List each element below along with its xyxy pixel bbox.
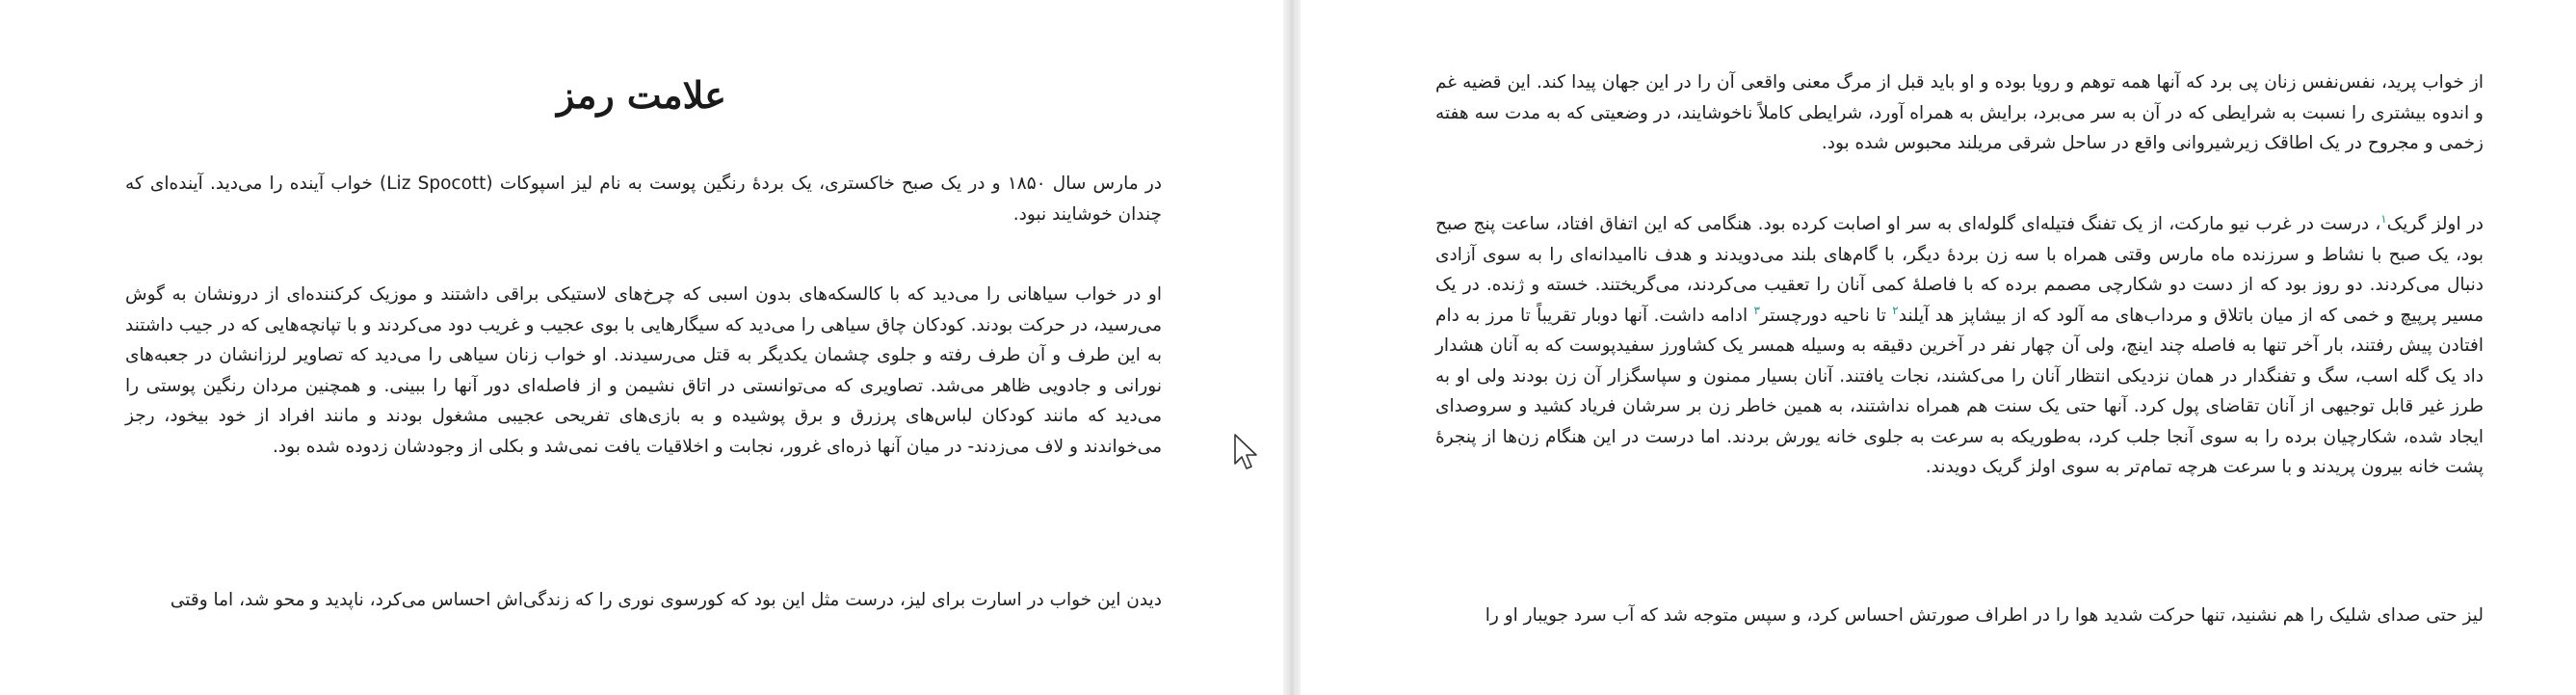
paragraph-3: دیدن این خواب در اسارت برای لیز، درست مثل این بود که کورسوی نوری را که زندگی‌اش احساس می‌کرد، ناپدید و محو شد، اما وقتی bbox=[170, 590, 1162, 610]
paragraph-2: او در خواب سیاهانی را می‌دید که با کالسکه‌های بدون اسبی که چرخ‌های لاستیکی براقی داشتند و موزیک کرکننده‌ای از درونشان به گوش می‌رسید، در حرکت بودند. کودکان چاق سیاهی را می‌دید که سیگارهایی با بوی عجیب و غریب دود می‌کردند و با تپانچه‌هایی که در جیب داشتند به این طرف و آن طرف رفته و جلوی چشمان یکدیگر به قتل می‌رسیدند. او خواب زنان سیاهی را می‌دید که تصاویر لرزانشان در جعبه‌های نورانی و جادویی ظاهر می‌شد. تصاویری که می‌توانستی در اتاق نشیمن و از فاصله‌ای دور آنها را ببینی. و همچنین مردان رنگین پوستی را می‌دید که مانند کودکان لباس‌های پرزرق و برق پوشیده و به بازی‌های تفریحی عجیبی مشغول بودند و مانند افراد از خود بیخود، رجز می‌خواندند و لاف می‌زدند- در میان آنها ذره‌ای غرور، نجابت و اخلاقیات یافت نمی‌شد و بکلی از وجودشان زدوده شده بود. bbox=[125, 284, 1162, 457]
paragraph-3: لیز حتی صدای شلیک را هم نشنید، تنها حرکت شدید هوا را در اطراف صورتش احساس کرد، و سپس متوجه شد که آب سرد جویبار او را bbox=[1485, 605, 2484, 626]
chapter-title: علامت رمز bbox=[557, 73, 726, 117]
right-page[interactable] bbox=[1301, 0, 2576, 695]
paragraph-1: از خواب پرید، نفس‌نفس زنان پی برد که آنها همه توهم و رویا بوده و او باید قبل از مرگ معنی واقعی آن را در این جهان پیدا کند. این قضیه غم و اندوه بیشتری را نسبت به شرایطی که در آن به سر می‌برد، برایش به همراه آورد، شرایطی کاملاً ناخوشایند، در وضعیتی که به مدت سه هفته زخمی و مجروح در یک اطاقک زیرشیروانی واقع در ساحل شرقی مریلند محبوس شده بود. bbox=[1435, 72, 2484, 153]
paragraph-2-part-b: ، درست در غرب نیو مارکت، از یک تفنگ فتیله‌ای گلوله‌ای به سر او اصابت کرده بود. هنگامی که این اتفاق افتاد، ساعت پنج صبح بود، یک صبح با نشاط و سرزنده ماه مارس وقتی همراه با سه زن بردهٔ دیگر، با گام‌های بلند می‌دویدند و هدف ناامیدانه‌ای را به سوی آزادی دنبال می‌کردند. دو روز بود که از دست دو شکارچی مصمم برده که با فاصلهٔ کمی آنان را تعقیب می‌کردند، می‌گریختند. خسته و ژنده. در یک مسیر پرپیچ و خمی که از میان باتلاق و مرداب‌های مه آلود که از بیشاپز هد آیلند bbox=[1435, 214, 2484, 326]
mouse-cursor-icon bbox=[1233, 433, 1260, 473]
paragraph-2-part-c: تا ناحیه دورچستر bbox=[1759, 305, 1893, 326]
paragraph-1: در مارس سال ۱۸۵۰ و در یک صبح خاکستری، یک بردهٔ رنگین پوست به نام لیز اسپوکات (Liz Spocott) خواب آینده را می‌دید. آینده‌ای که چندان خوشایند نبود. bbox=[125, 174, 1162, 225]
footnote-3-marker[interactable]: ۳ bbox=[1753, 303, 1760, 317]
footnote-1-marker[interactable]: ۱ bbox=[2380, 211, 2387, 226]
paragraph-2-part-d: ادامه داشت. آنها دوبار تقریباً تا مرز به دام افتادن پیش رفتند، بار آخر تنها به فاصله چند اینچ، ولی آن چهار نفر در آخرین دقیقه به وسیله همسر یک کشاورز سفیدپوست که به آنان هشدار داد یک گله اسب، سگ و تفنگدار در همان نزدیکی انتظار آنان را می‌کشند، نجات یافتند. آنان بسیار ممنون و سپاسگزار آن زن بودند ولی او به طرز غیر قابل توجیهی از آنان تقاضای پول کرد. آنها حتی یک سنت هم همراه نداشتند، به همین خاطر زن بر سرشان فریاد کشید و سروصدای ایجاد شده، شکارچیان برده را به سوی آنجا جلب کرد، به‌طوریکه به سرعت به جلوی خانه یورش بردند. اما درست در این هنگام زن‌ها از پنجرهٔ پشت خانه بیرون پریدند و با سرعت هرچه تمام‌تر به سوی اولز گریک دویدند. bbox=[1435, 305, 2484, 477]
left-page[interactable] bbox=[0, 0, 1283, 695]
page-gutter bbox=[1283, 0, 1301, 695]
paragraph-2 bbox=[1435, 209, 2484, 483]
paragraph-2-part-a: در اولز گریک bbox=[2386, 214, 2484, 234]
footnote-2-marker[interactable]: ۲ bbox=[1892, 303, 1899, 317]
